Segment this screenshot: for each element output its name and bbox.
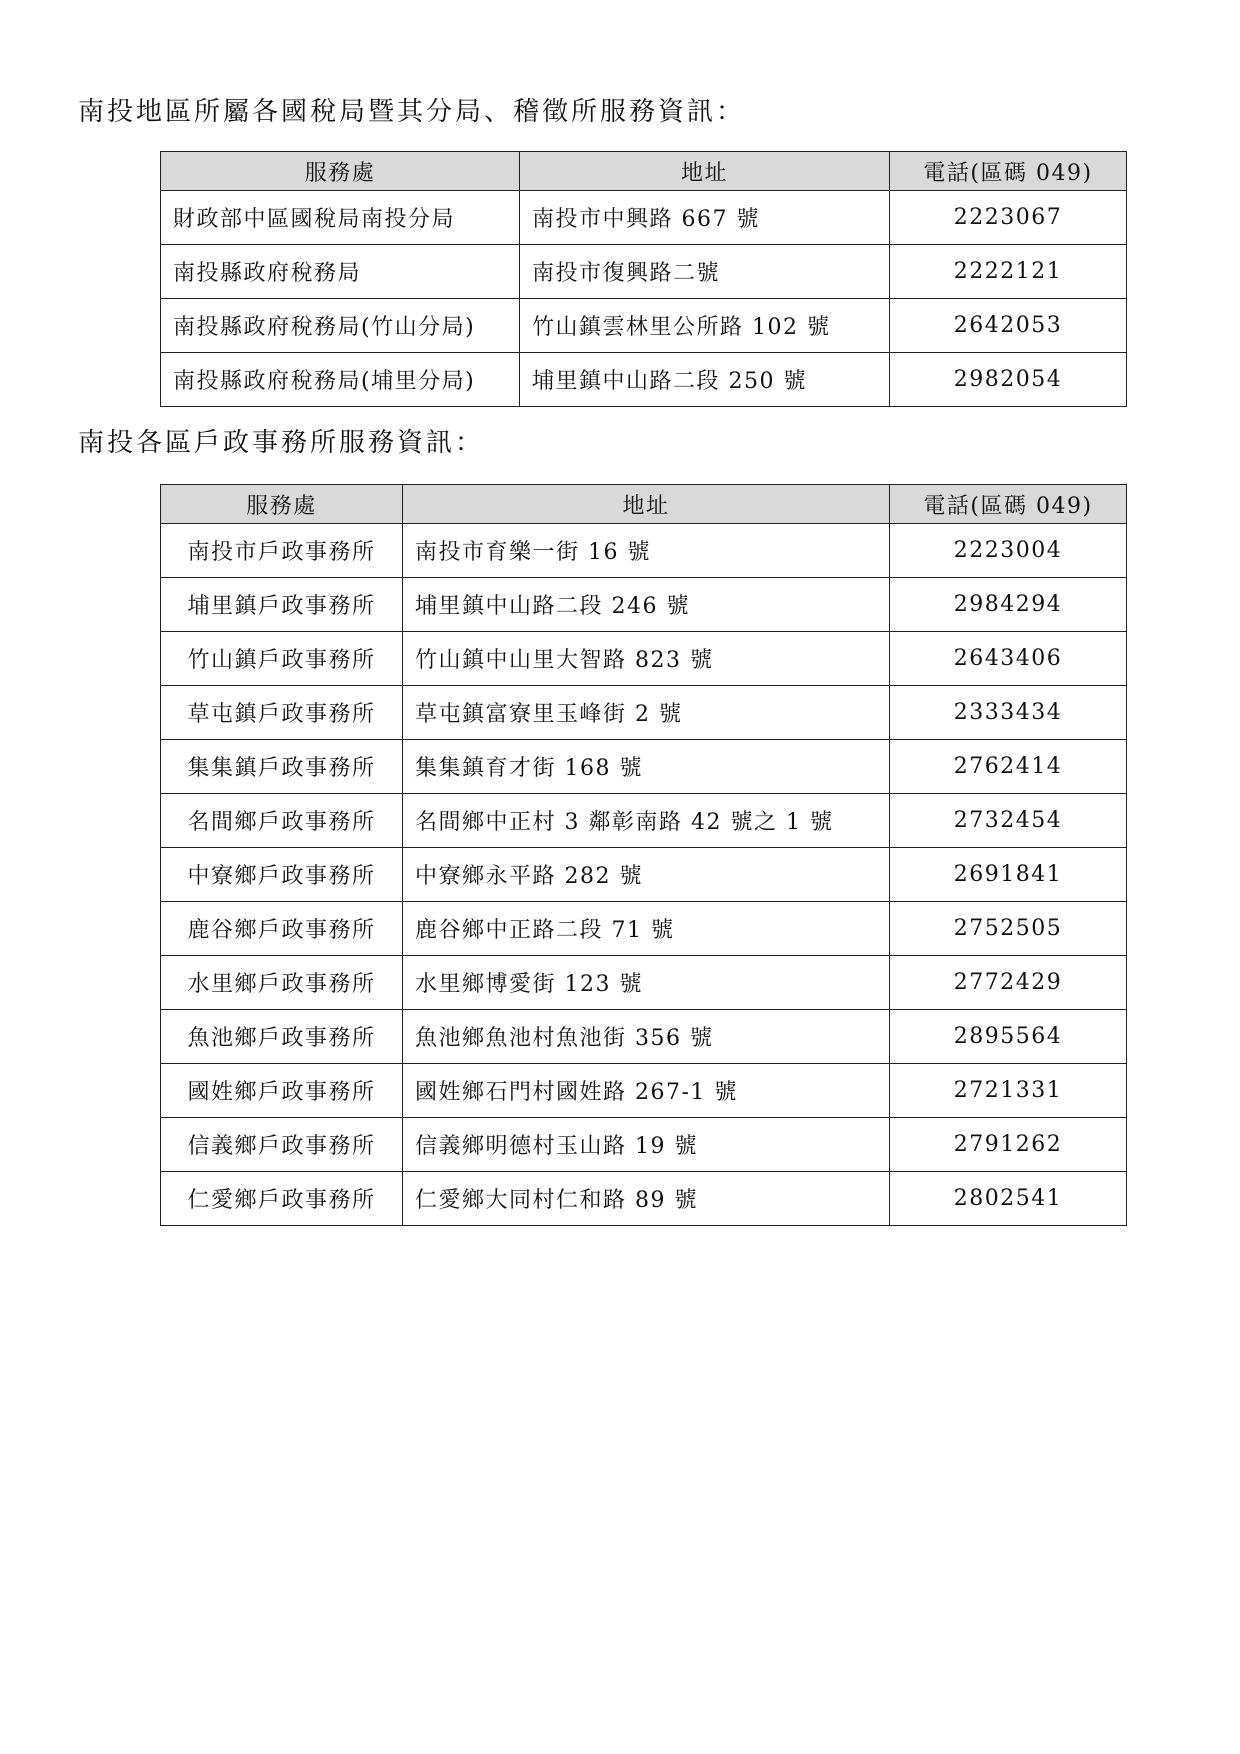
address-cell: 仁愛鄉大同村仁和路 89 號 [403, 1172, 890, 1226]
table-row [161, 794, 1127, 848]
address-cell: 水里鄉博愛街 123 號 [403, 956, 890, 1010]
table-header-row [161, 152, 1127, 191]
tax-section-heading: 南投地區所屬各國稅局暨其分局、稽徵所服務資訊： [78, 97, 746, 127]
address-cell: 草屯鎮富寮里玉峰街 2 號 [403, 686, 890, 740]
household-section-heading: 南投各區戶政事務所服務資訊： [78, 428, 485, 458]
phone-cell: 2732454 [890, 794, 1127, 848]
tax-office-table [160, 151, 1127, 407]
address-cell: 埔里鎮中山路二段 250 號 [520, 353, 890, 407]
phone-cell: 2223004 [890, 524, 1127, 578]
address-cell: 南投市復興路二號 [520, 245, 890, 299]
address-cell: 魚池鄉魚池村魚池街 356 號 [403, 1010, 890, 1064]
office-cell: 南投縣政府稅務局(竹山分局) [161, 299, 520, 353]
office-cell: 財政部中區國稅局南投分局 [161, 191, 520, 245]
phone-cell: 2691841 [890, 848, 1127, 902]
table-row [161, 1172, 1127, 1226]
office-cell: 仁愛鄉戶政事務所 [161, 1172, 403, 1226]
office-cell: 鹿谷鄉戶政事務所 [161, 902, 403, 956]
office-cell: 信義鄉戶政事務所 [161, 1118, 403, 1172]
table-row [161, 902, 1127, 956]
phone-cell: 2762414 [890, 740, 1127, 794]
office-cell: 南投縣政府稅務局 [161, 245, 520, 299]
address-cell: 信義鄉明德村玉山路 19 號 [403, 1118, 890, 1172]
column-header-address: 地址 [403, 485, 890, 524]
office-cell: 集集鎮戶政事務所 [161, 740, 403, 794]
column-header-office: 服務處 [161, 152, 520, 191]
address-cell: 竹山鎮雲林里公所路 102 號 [520, 299, 890, 353]
phone-cell: 2982054 [890, 353, 1127, 407]
address-cell: 南投市育樂一街 16 號 [403, 524, 890, 578]
address-cell: 國姓鄉石門村國姓路 267-1 號 [403, 1064, 890, 1118]
table-row [161, 1064, 1127, 1118]
office-cell: 魚池鄉戶政事務所 [161, 1010, 403, 1064]
table-row [161, 956, 1127, 1010]
office-cell: 埔里鎮戶政事務所 [161, 578, 403, 632]
table-row [161, 353, 1127, 407]
phone-cell: 2752505 [890, 902, 1127, 956]
household-table-body [161, 524, 1127, 1226]
table-row [161, 245, 1127, 299]
table-row [161, 578, 1127, 632]
table-row [161, 632, 1127, 686]
phone-cell: 2791262 [890, 1118, 1127, 1172]
phone-cell: 2895564 [890, 1010, 1127, 1064]
table-header-row [161, 485, 1127, 524]
table-row [161, 524, 1127, 578]
address-cell: 名間鄉中正村 3 鄰彰南路 42 號之 1 號 [403, 794, 890, 848]
address-cell: 埔里鎮中山路二段 246 號 [403, 578, 890, 632]
table-row [161, 191, 1127, 245]
office-cell: 南投市戶政事務所 [161, 524, 403, 578]
column-header-phone: 電話(區碼 049) [890, 485, 1127, 524]
table-row [161, 740, 1127, 794]
table-row [161, 1010, 1127, 1064]
office-cell: 中寮鄉戶政事務所 [161, 848, 403, 902]
address-cell: 南投市中興路 667 號 [520, 191, 890, 245]
table-row [161, 848, 1127, 902]
address-cell: 鹿谷鄉中正路二段 71 號 [403, 902, 890, 956]
phone-cell: 2223067 [890, 191, 1127, 245]
office-cell: 國姓鄉戶政事務所 [161, 1064, 403, 1118]
tax-table-body [161, 191, 1127, 407]
household-office-table [160, 484, 1127, 1226]
phone-cell: 2802541 [890, 1172, 1127, 1226]
column-header-office: 服務處 [161, 485, 403, 524]
address-cell: 竹山鎮中山里大智路 823 號 [403, 632, 890, 686]
table-row [161, 1118, 1127, 1172]
column-header-phone: 電話(區碼 049) [890, 152, 1127, 191]
table-row [161, 686, 1127, 740]
phone-cell: 2333434 [890, 686, 1127, 740]
phone-cell: 2984294 [890, 578, 1127, 632]
phone-cell: 2772429 [890, 956, 1127, 1010]
phone-cell: 2642053 [890, 299, 1127, 353]
address-cell: 集集鎮育才街 168 號 [403, 740, 890, 794]
phone-cell: 2721331 [890, 1064, 1127, 1118]
office-cell: 水里鄉戶政事務所 [161, 956, 403, 1010]
office-cell: 南投縣政府稅務局(埔里分局) [161, 353, 520, 407]
address-cell: 中寮鄉永平路 282 號 [403, 848, 890, 902]
phone-cell: 2643406 [890, 632, 1127, 686]
phone-cell: 2222121 [890, 245, 1127, 299]
office-cell: 草屯鎮戶政事務所 [161, 686, 403, 740]
office-cell: 名間鄉戶政事務所 [161, 794, 403, 848]
column-header-address: 地址 [520, 152, 890, 191]
table-row [161, 299, 1127, 353]
office-cell: 竹山鎮戶政事務所 [161, 632, 403, 686]
